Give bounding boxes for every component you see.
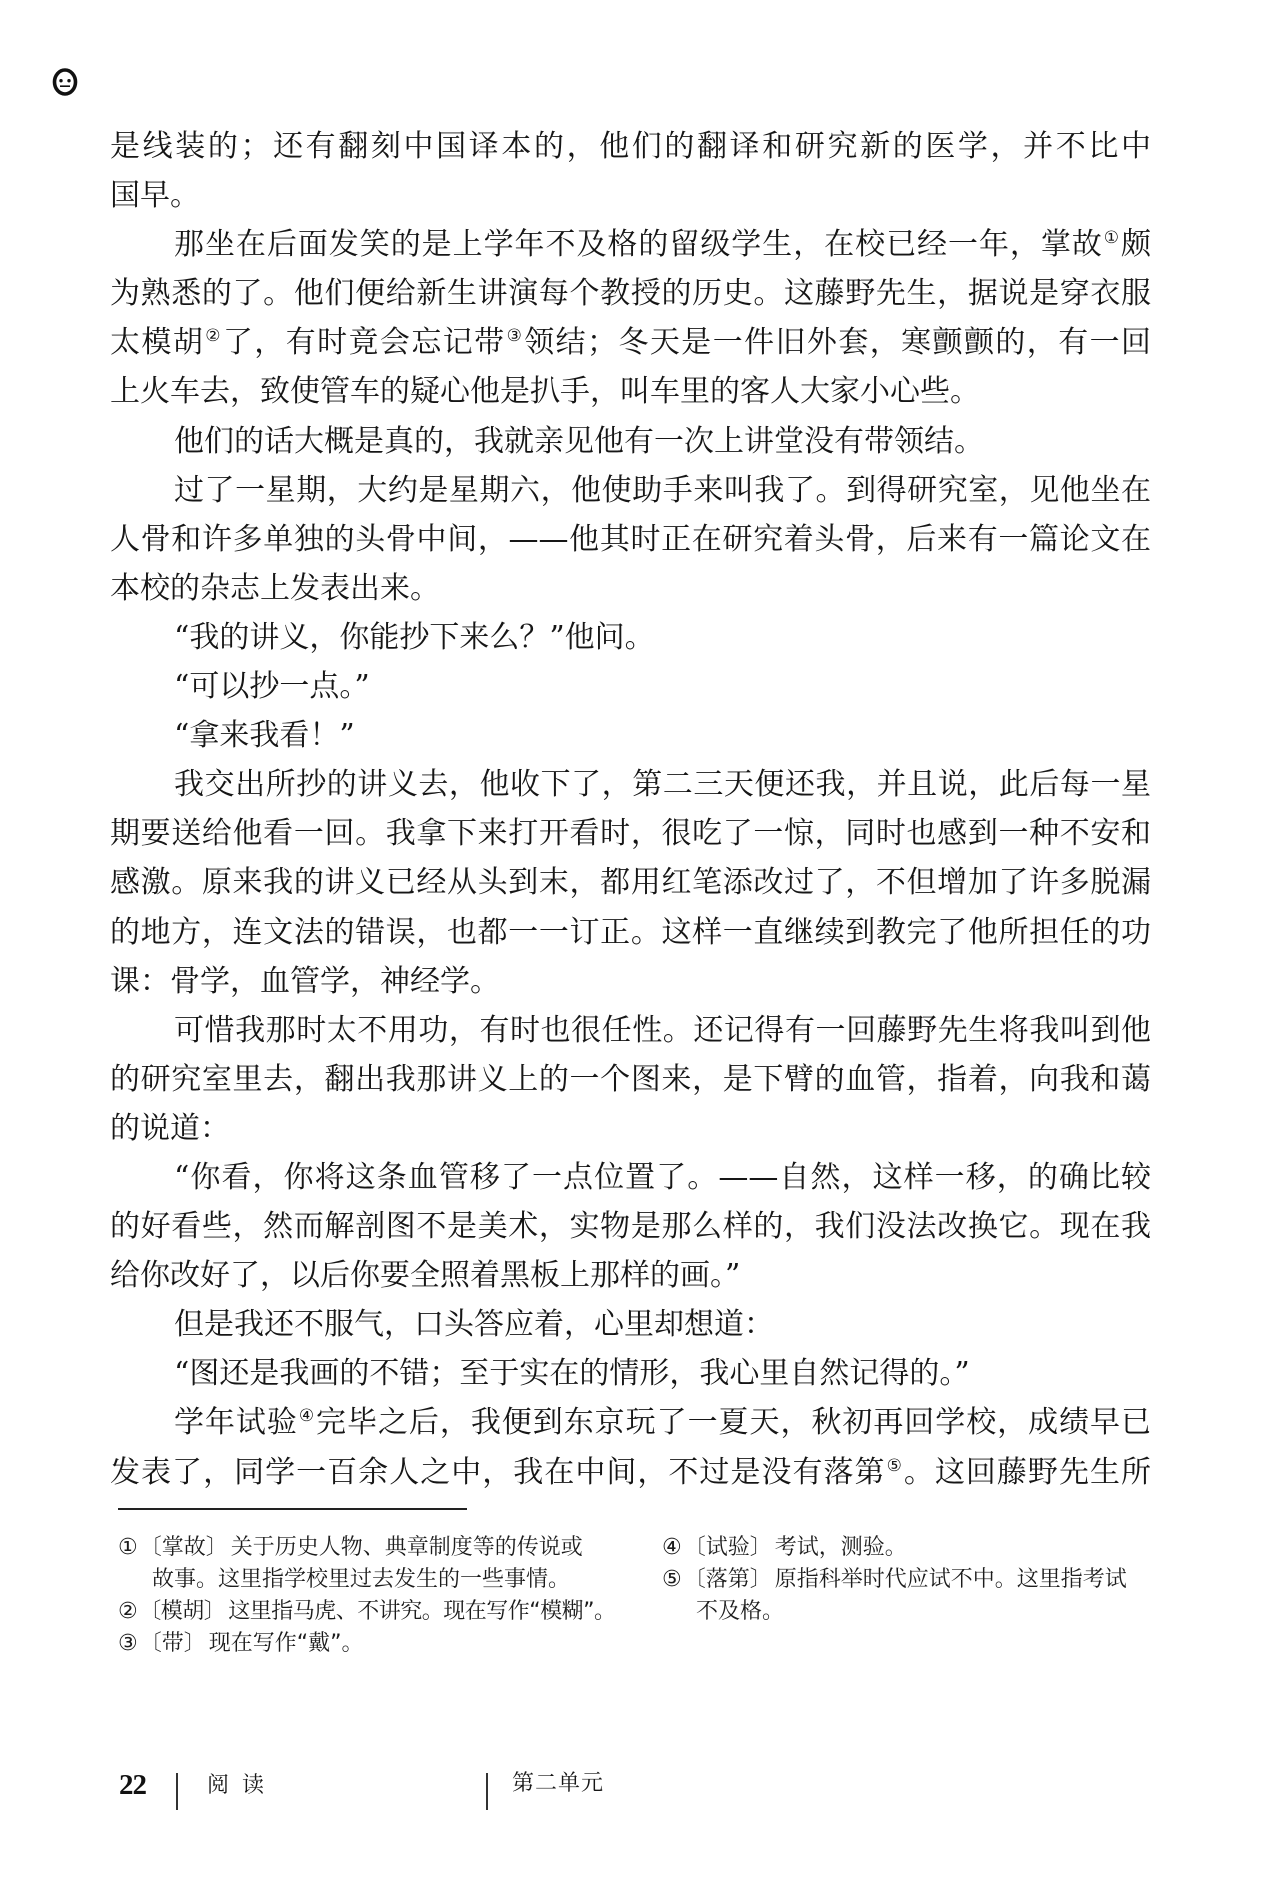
line-text: 了，有时竟会忘记带: [222, 325, 506, 361]
body-line: “拿来我看！”: [174, 718, 355, 754]
footnote-number: ②: [118, 1599, 138, 1624]
smiley-face-icon: [51, 67, 79, 97]
body-line: 上火车去，致使管车的疑心他是扒手，叫车里的客人大家小心些。: [110, 374, 980, 410]
body-line: 是线装的；还有翻刻中国译本的，他们的翻译和研究新的医学，并不比中: [110, 129, 1151, 164]
body-line: 感激。原来我的讲义已经从头到末，都用红笔添改过了，不但增加了许多脱漏: [110, 865, 1151, 901]
body-line: 可惜我那时太不用功，有时也很任性。还记得有一回藤野先生将我叫到他: [174, 1012, 1151, 1048]
body-line: 人骨和许多单独的头骨中间，——他其时正在研究着头骨，后来有一篇论文在: [110, 521, 1151, 557]
page-number: 22: [119, 1769, 146, 1801]
body-line: “可以抄一点。”: [174, 669, 370, 705]
footnote-5: [662, 1564, 1162, 1596]
footnote-ref-2: ②: [205, 326, 222, 347]
body-line: 课：骨学，血管学，神经学。: [110, 963, 500, 999]
line-text: 完毕之后，我便到东京玩了一夏天，秋初再回学校，成绩早已: [316, 1405, 1151, 1441]
footer-divider: [176, 1773, 178, 1810]
line-text: 。这回藤野先生所: [903, 1454, 1152, 1490]
footnote-1-continuation: 故事。这里指学校里过去发生的一些事情。: [152, 1567, 571, 1592]
body-line: “我的讲义，你能抄下来么？”他问。: [174, 619, 655, 655]
footnote-4: [662, 1532, 1162, 1564]
body-line: “你看，你将这条血管移了一点位置了。——自然，这样一移，的确比较: [174, 1159, 1151, 1195]
footer-divider: [486, 1773, 488, 1810]
footnote-ref-1: ①: [1103, 228, 1120, 249]
footnote-1: [118, 1532, 618, 1564]
footer-unit-label: 第二单元: [512, 1771, 605, 1796]
body-line: 本校的杂志上发表出来。: [110, 570, 440, 606]
footnote-number: ④: [662, 1535, 682, 1560]
footnote-text: 原指科举时代应试不中。这里指考试: [774, 1567, 1127, 1592]
body-text: [110, 122, 1151, 1497]
footnote-number: ③: [118, 1631, 138, 1656]
footnote-number: ⑤: [662, 1567, 682, 1592]
footnote-text: 现在写作“戴”。: [208, 1631, 364, 1656]
footnote-text: 这里指马虎、不讲究。现在写作“模糊”。: [228, 1599, 616, 1624]
footnote-2: [118, 1596, 618, 1628]
footnote-term: 〔落第〕: [683, 1567, 772, 1592]
footnote-text: 考试，测验。: [774, 1535, 907, 1560]
body-line: [110, 1448, 1151, 1497]
body-line: [110, 220, 1151, 269]
body-line: [110, 1398, 1151, 1447]
footnote-ref-4: ④: [298, 1406, 316, 1427]
line-text: 学年试验: [174, 1405, 298, 1441]
line-text: 那坐在后面发笑的是上学年不及格的留级学生，在校已经一年，掌故: [174, 227, 1103, 263]
footnote-term: 〔试验〕: [683, 1535, 772, 1560]
footnote-text: 关于历史人物、典章制度等的传说或: [230, 1535, 583, 1560]
body-line: 的研究室里去，翻出我那讲义上的一个图来，是下臂的血管，指着，向我和蔼: [110, 1061, 1151, 1097]
body-line: “图还是我画的不错；至于实在的情形，我心里自然记得的。”: [174, 1356, 970, 1392]
body-line: 他们的话大概是真的，我就亲见他有一次上讲堂没有带领结。: [174, 423, 984, 459]
line-text: 太模胡: [110, 325, 205, 361]
footnote-5-continuation: 不及格。: [696, 1599, 785, 1624]
footnote-term: 〔模胡〕: [139, 1599, 226, 1624]
body-line: 国早。: [110, 178, 200, 214]
body-line: 但是我还不服气，口头答应着，心里却想道：: [174, 1307, 774, 1343]
footnote-ref-5: ⑤: [886, 1455, 903, 1476]
body-line: 给你改好了，以后你要全照着黑板上那样的画。”: [110, 1258, 741, 1294]
footnotes-left-column: [118, 1532, 618, 1660]
footnote-3: [118, 1628, 618, 1660]
body-line: 的说道：: [110, 1110, 230, 1146]
footnote-term: 〔掌故〕: [139, 1535, 228, 1560]
body-line: 期要送给他看一回。我拿下来打开看时，很吃了一惊，同时也感到一种不安和: [110, 816, 1151, 852]
footnote-number: ①: [118, 1535, 138, 1560]
footnote-term: 〔带〕: [139, 1631, 206, 1656]
body-line: 过了一星期，大约是星期六，他使助手来叫我了。到得研究室，见他坐在: [174, 472, 1151, 508]
line-text: 颇: [1121, 227, 1151, 263]
body-line: 为熟悉的了。他们便给新生讲演每个教授的历史。这藤野先生，据说是穿衣服: [110, 276, 1151, 312]
footnotes-right-column: [662, 1532, 1162, 1628]
footnote-separator: [118, 1508, 467, 1510]
footer-section-label: 阅读: [207, 1773, 278, 1798]
body-line: 的地方，连文法的错误，也都一一订正。这样一直继续到教完了他所担任的功: [110, 914, 1151, 950]
body-line: [110, 318, 1151, 367]
line-text: 领结；冬天是一件旧外套，寒颤颤的，有一回: [524, 325, 1152, 361]
body-line: 的好看些，然而解剖图不是美术，实物是那么样的，我们没法改换它。现在我: [110, 1209, 1151, 1245]
line-text: 发表了，同学一百余人之中，我在中间，不过是没有落第: [110, 1454, 886, 1490]
footnote-ref-3: ③: [506, 326, 524, 347]
body-line: 我交出所抄的讲义去，他收下了，第二三天便还我，并且说，此后每一星: [174, 767, 1151, 803]
